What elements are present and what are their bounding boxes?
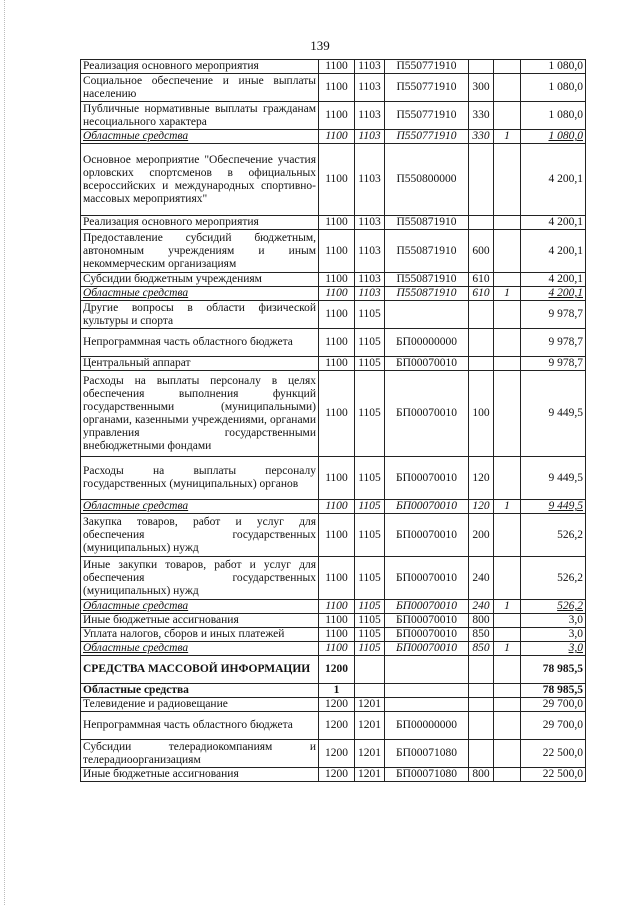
budget-table (80, 59, 586, 782)
row-funding-source (494, 628, 521, 642)
row-name: Реализация основного мероприятия (81, 60, 319, 74)
row-amount: 1 080,0 (521, 102, 586, 130)
page-number: 139 (310, 38, 330, 53)
row-section-code: 1100 (319, 642, 355, 656)
row-subsection-code: 1103 (355, 144, 385, 216)
row-amount: 9 978,7 (521, 357, 586, 371)
row-funding-source (494, 371, 521, 457)
row-expense-type: 300 (469, 74, 494, 102)
row-expense-type: 200 (469, 514, 494, 557)
row-target-article (385, 684, 469, 698)
row-subsection-code: 1103 (355, 287, 385, 301)
row-subsection-code: 1103 (355, 102, 385, 130)
row-amount: 22 500,0 (521, 740, 586, 768)
row-funding-source: 1 (494, 130, 521, 144)
row-expense-type (469, 60, 494, 74)
row-name: Предоставление субсидий бюджетным, автономным учреждениям и иным некоммерческим организациям (81, 230, 319, 273)
row-subsection-code: 1103 (355, 273, 385, 287)
row-name: Другие вопросы в области физической культуры и спорта (81, 301, 319, 329)
row-name: Центральный аппарат (81, 357, 319, 371)
row-subsection-code: 1201 (355, 712, 385, 740)
row-section-code: 1100 (319, 301, 355, 329)
row-subsection-code (355, 684, 385, 698)
row-expense-type: 100 (469, 371, 494, 457)
row-target-article: П550871910 (385, 216, 469, 230)
row-section-code: 1100 (319, 614, 355, 628)
table-row (81, 216, 586, 230)
table-row (81, 130, 586, 144)
row-target-article: БП00070010 (385, 642, 469, 656)
row-name: Уплата налогов, сборов и иных платежей (81, 628, 319, 642)
row-target-article (385, 301, 469, 329)
row-funding-source (494, 557, 521, 600)
row-amount: 3,0 (521, 628, 586, 642)
row-section-code: 1200 (319, 656, 355, 684)
row-funding-source (494, 457, 521, 500)
table-row (81, 329, 586, 357)
row-amount: 4 200,1 (521, 216, 586, 230)
table-row (81, 301, 586, 329)
row-funding-source (494, 273, 521, 287)
row-name: Реализация основного мероприятия (81, 216, 319, 230)
row-amount: 3,0 (521, 642, 586, 656)
row-section-code: 1100 (319, 357, 355, 371)
row-amount: 78 985,5 (521, 684, 586, 698)
row-funding-source: 1 (494, 500, 521, 514)
row-target-article: П550771910 (385, 102, 469, 130)
row-subsection-code: 1201 (355, 698, 385, 712)
row-expense-type (469, 329, 494, 357)
table-row (81, 230, 586, 273)
row-subsection-code: 1103 (355, 230, 385, 273)
row-funding-source (494, 768, 521, 782)
row-expense-type: 330 (469, 130, 494, 144)
row-expense-type: 600 (469, 230, 494, 273)
row-section-code: 1200 (319, 768, 355, 782)
row-name: Областные средства (81, 287, 319, 301)
table-row (81, 684, 586, 698)
row-name: Непрограммная часть областного бюджета (81, 712, 319, 740)
row-section-code: 1100 (319, 628, 355, 642)
row-name: Расходы на выплаты персоналу в целях обеспечения выполнения функций государственными (муниципальными) органами, казенными учреждениями, органами управления государственными внебюджетными фондами (81, 371, 319, 457)
row-subsection-code: 1105 (355, 614, 385, 628)
row-funding-source: 1 (494, 287, 521, 301)
table-row (81, 60, 586, 74)
row-funding-source: 1 (494, 642, 521, 656)
row-section-code: 1200 (319, 698, 355, 712)
table-row (81, 144, 586, 216)
row-subsection-code: 1105 (355, 628, 385, 642)
table-row (81, 287, 586, 301)
row-target-article: П550871910 (385, 287, 469, 301)
table-row (81, 102, 586, 130)
row-name: Областные средства (81, 600, 319, 614)
row-subsection-code: 1105 (355, 600, 385, 614)
row-target-article: БП00071080 (385, 768, 469, 782)
scan-margin-line (4, 0, 5, 905)
row-name: СРЕДСТВА МАССОВОЙ ИНФОРМАЦИИ (81, 656, 319, 684)
row-amount: 4 200,1 (521, 144, 586, 216)
row-target-article: БП00070010 (385, 600, 469, 614)
table-row (81, 656, 586, 684)
row-subsection-code: 1103 (355, 60, 385, 74)
row-subsection-code: 1103 (355, 130, 385, 144)
row-amount: 9 449,5 (521, 500, 586, 514)
row-expense-type: 850 (469, 628, 494, 642)
row-section-code: 1100 (319, 287, 355, 301)
row-target-article: П550871910 (385, 273, 469, 287)
row-section-code: 1100 (319, 600, 355, 614)
row-name: Основное мероприятие "Обеспечение участия орловских спортсменов в официальных всероссийских и международных спортивно-массовых мероприятиях" (81, 144, 319, 216)
table-row (81, 371, 586, 457)
row-section-code: 1200 (319, 740, 355, 768)
row-section-code: 1100 (319, 557, 355, 600)
row-name: Социальное обеспечение и иные выплаты населению (81, 74, 319, 102)
row-amount: 9 978,7 (521, 301, 586, 329)
row-section-code: 1100 (319, 144, 355, 216)
row-name: Телевидение и радиовещание (81, 698, 319, 712)
table-body (81, 60, 586, 782)
row-section-code: 1100 (319, 74, 355, 102)
row-funding-source (494, 684, 521, 698)
row-funding-source (494, 656, 521, 684)
table-row (81, 457, 586, 500)
row-subsection-code: 1105 (355, 357, 385, 371)
row-target-article: БП00070010 (385, 557, 469, 600)
table-row (81, 514, 586, 557)
row-subsection-code: 1105 (355, 557, 385, 600)
row-expense-type (469, 684, 494, 698)
row-amount: 1 080,0 (521, 74, 586, 102)
row-expense-type: 120 (469, 500, 494, 514)
row-section-code: 1200 (319, 712, 355, 740)
row-amount: 29 700,0 (521, 698, 586, 712)
row-amount: 4 200,1 (521, 230, 586, 273)
row-amount: 3,0 (521, 614, 586, 628)
row-subsection-code: 1103 (355, 216, 385, 230)
row-name: Иные бюджетные ассигнования (81, 614, 319, 628)
row-section-code: 1100 (319, 457, 355, 500)
row-amount: 526,2 (521, 514, 586, 557)
row-target-article: БП00070010 (385, 457, 469, 500)
row-funding-source (494, 74, 521, 102)
table-row (81, 74, 586, 102)
row-target-article: П550771910 (385, 60, 469, 74)
row-section-code: 1100 (319, 371, 355, 457)
table-row (81, 600, 586, 614)
row-target-article: П550800000 (385, 144, 469, 216)
row-expense-type (469, 216, 494, 230)
row-target-article: БП00071080 (385, 740, 469, 768)
row-subsection-code: 1105 (355, 514, 385, 557)
row-funding-source: 1 (494, 600, 521, 614)
row-section-code: 1100 (319, 500, 355, 514)
row-subsection-code: 1105 (355, 457, 385, 500)
table-row (81, 642, 586, 656)
row-section-code: 1100 (319, 60, 355, 74)
row-target-article: БП00070010 (385, 514, 469, 557)
row-expense-type (469, 740, 494, 768)
row-amount: 4 200,1 (521, 273, 586, 287)
row-funding-source (494, 357, 521, 371)
row-funding-source (494, 698, 521, 712)
row-target-article: БП00070010 (385, 500, 469, 514)
row-target-article: БП00000000 (385, 712, 469, 740)
row-amount: 22 500,0 (521, 768, 586, 782)
row-name: Публичные нормативные выплаты гражданам несоциального характера (81, 102, 319, 130)
row-name: Областные средства (81, 500, 319, 514)
row-amount: 9 978,7 (521, 329, 586, 357)
row-funding-source (494, 712, 521, 740)
row-funding-source (494, 60, 521, 74)
row-name: Субсидии телерадиокомпаниям и телерадиоорганизациям (81, 740, 319, 768)
row-funding-source (494, 230, 521, 273)
row-expense-type: 610 (469, 287, 494, 301)
row-funding-source (494, 144, 521, 216)
row-funding-source (494, 614, 521, 628)
row-section-code: 1100 (319, 329, 355, 357)
row-funding-source (494, 740, 521, 768)
row-amount: 1 080,0 (521, 60, 586, 74)
row-subsection-code: 1105 (355, 642, 385, 656)
table-row (81, 768, 586, 782)
row-expense-type: 800 (469, 614, 494, 628)
row-amount: 29 700,0 (521, 712, 586, 740)
row-target-article: П550771910 (385, 74, 469, 102)
row-amount: 4 200,1 (521, 287, 586, 301)
row-target-article: БП00070010 (385, 628, 469, 642)
row-subsection-code: 1105 (355, 329, 385, 357)
row-expense-type: 800 (469, 768, 494, 782)
row-target-article (385, 656, 469, 684)
row-name: Закупка товаров, работ и услуг для обеспечения государственных (муниципальных) нужд (81, 514, 319, 557)
row-amount: 1 080,0 (521, 130, 586, 144)
row-subsection-code: 1105 (355, 371, 385, 457)
row-funding-source (494, 216, 521, 230)
table-row (81, 712, 586, 740)
row-expense-type (469, 357, 494, 371)
row-subsection-code: 1105 (355, 301, 385, 329)
row-section-code: 1100 (319, 102, 355, 130)
row-expense-type: 330 (469, 102, 494, 130)
row-amount: 78 985,5 (521, 656, 586, 684)
row-target-article: БП00070010 (385, 357, 469, 371)
row-section-code: 1100 (319, 230, 355, 273)
row-section-code: 1100 (319, 130, 355, 144)
row-name: Областные средства (81, 684, 319, 698)
row-funding-source (494, 329, 521, 357)
row-name: Областные средства (81, 642, 319, 656)
row-name: Субсидии бюджетным учреждениям (81, 273, 319, 287)
table-row (81, 628, 586, 642)
row-subsection-code: 1201 (355, 768, 385, 782)
row-subsection-code: 1103 (355, 74, 385, 102)
table-row (81, 500, 586, 514)
row-expense-type: 850 (469, 642, 494, 656)
row-target-article: БП00070010 (385, 371, 469, 457)
row-name: Расходы на выплаты персоналу государственных (муниципальных) органов (81, 457, 319, 500)
row-expense-type (469, 301, 494, 329)
row-funding-source (494, 514, 521, 557)
row-amount: 526,2 (521, 600, 586, 614)
row-section-code: 1100 (319, 216, 355, 230)
table-row (81, 273, 586, 287)
row-funding-source (494, 301, 521, 329)
row-name: Непрограммная часть областного бюджета (81, 329, 319, 357)
row-expense-type (469, 712, 494, 740)
row-funding-source (494, 102, 521, 130)
table-row (81, 698, 586, 712)
row-target-article: П550771910 (385, 130, 469, 144)
table-row (81, 557, 586, 600)
row-target-article (385, 698, 469, 712)
row-name: Иные бюджетные ассигнования (81, 768, 319, 782)
row-name: Областные средства (81, 130, 319, 144)
row-section-code: 1100 (319, 273, 355, 287)
row-expense-type: 610 (469, 273, 494, 287)
row-amount: 9 449,5 (521, 457, 586, 500)
row-target-article: БП00070010 (385, 614, 469, 628)
row-name: Иные закупки товаров, работ и услуг для обеспечения государственных (муниципальных) нужд (81, 557, 319, 600)
row-amount: 9 449,5 (521, 371, 586, 457)
row-target-article: БП00000000 (385, 329, 469, 357)
row-expense-type (469, 144, 494, 216)
row-section-code: 1100 (319, 514, 355, 557)
row-section-code: 1 (319, 684, 355, 698)
table-row (81, 740, 586, 768)
row-expense-type: 240 (469, 557, 494, 600)
row-subsection-code: 1105 (355, 500, 385, 514)
table-row (81, 357, 586, 371)
row-expense-type: 240 (469, 600, 494, 614)
row-amount: 526,2 (521, 557, 586, 600)
table-row (81, 614, 586, 628)
row-expense-type (469, 698, 494, 712)
row-subsection-code (355, 656, 385, 684)
row-target-article: П550871910 (385, 230, 469, 273)
row-expense-type: 120 (469, 457, 494, 500)
row-subsection-code: 1201 (355, 740, 385, 768)
row-expense-type (469, 656, 494, 684)
